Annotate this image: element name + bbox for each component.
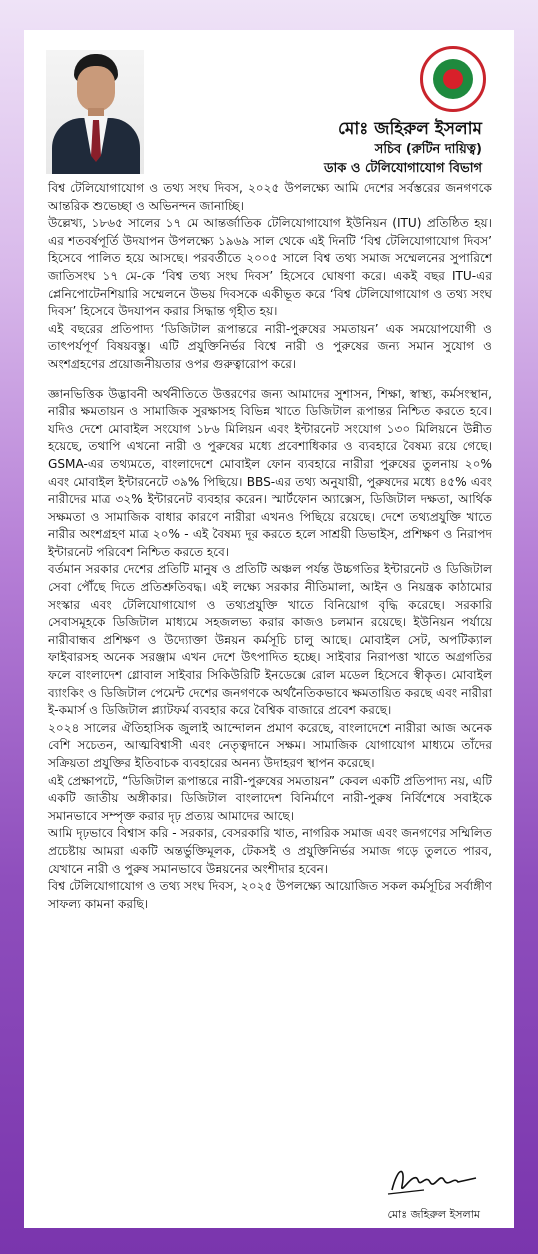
- paragraph: এই বছরের প্রতিপাদ্য ‘ডিজিটাল রূপান্তরে নারী-পুরুষের সমতায়ন’ এক সময়োপযোগী ও তাৎপর্যপূর্ণ বিষয়বস্তু। এটি প্রযুক্তিনির্ভর বিশ্বে নারী ও পুরুষের জন্য সমান সুযোগ ও অংশগ্রহণের প্রয়োজনীয়তার ওপর গুরুত্বারোপ করে।: [48, 321, 492, 371]
- message-card: [24, 30, 514, 1228]
- signatory-name: মোঃ জহিরুল ইসলাম: [338, 119, 482, 139]
- paragraph: উল্লেখ্য, ১৮৬৫ সালের ১৭ মে আন্তর্জাতিক টেলিযোগাযোগ ইউনিয়ন (ITU) প্রতিষ্ঠিত হয়। এর শতবর্ষপূর্তি উদযাপন উপলক্ষ্যে ১৯৬৯ সাল থেকে এই দিনটি ‘বিশ্ব টেলিযোগাযোগ দিবস’ হিসেবে পালিত হয়ে আসছে। পরবর্তীতে ২০০৫ সালে বিশ্ব তথ্য সমাজ সম্মেলনের সুপারিশে জাতিসংঘ ১৭ মে-কে ‘বিশ্ব তথ্য সংঘ দিবস’ হিসেবে ঘোষণা করে। একই বছর ITU-এর প্লেনিপোটেনশিয়ারি সম্মেলনে উভয় দিবসকে একীভূত করে ‘বিশ্ব টেলিযোগাযোগ ও তথ্য সংঘ দিবস’ হিসেবে উদযাপন করার সিদ্ধান্ত গৃহীত হয়।: [48, 216, 492, 319]
- paragraph: বিশ্ব টেলিযোগাযোগ ও তথ্য সংঘ দিবস, ২০২৫ উপলক্ষ্যে আয়োজিত সকল কর্মসূচির সর্বাঙ্গীণ সাফল্য কামনা করছি।: [48, 879, 492, 911]
- paragraph: বিশ্ব টেলিযোগাযোগ ও তথ্য সংঘ দিবস, ২০২৫ উপলক্ষ্যে আমি দেশের সর্বস্তরের জনগণকে আন্তরিক শুভেচ্ছা ও অভিনন্দন জানাচ্ছি।: [48, 181, 492, 213]
- signatory-title: সচিব (রুটিন দায়িত্ব): [374, 142, 482, 157]
- department-name: ডাক ও টেলিযোগাযোগ বিভাগ: [323, 161, 482, 176]
- paragraph: বর্তমান সরকার দেশের প্রতিটি মানুষ ও প্রতিটি অঞ্চল পর্যন্ত উচ্চগতির ইন্টারনেট ও ডিজিটাল সেবা পৌঁছে দিতে প্রতিশ্রুতিবদ্ধ। এই লক্ষ্যে সরকার নীতিমালা, আইন ও নিয়ন্ত্রক কাঠামোর সংস্কার এবং টেলিযোগাযোগ ও তথ্যপ্রযুক্তি খাতে বিনিয়োগ বৃদ্ধি করেছে। সরকারি সেবাসমূহকে ডিজিটাল মাধ্যমে সহজলভ্য করার কাজও চলমান রয়েছে। ইউনিয়ন পর্যায়ে নারীবান্ধব প্রশিক্ষণ ও উদ্যোক্তা উন্নয়ন কর্মসূচি চালু আছে। মোবাইল সেট, অপটিক্যাল ফাইবারসহ অনেক সরঞ্জাম এখন দেশে উৎপাদিত হচ্ছে। সাইবার নিরাপত্তা খাতে অগ্রগতির ফলে বাংলাদেশ গ্লোবাল সাইবার সিকিউরিটি ইনডেক্সে রোল মডেল হিসেবে স্বীকৃত। মোবাইল ব্যাংকিং ও ডিজিটাল পেমেন্ট দেশের জনগণকে অর্থনৈতিকভাবে ক্ষমতায়িত করছে এবং নারীরা ই-কমার্স ও ডিজিটাল প্ল্যাটফর্ম ব্যবহার করে বৈশ্বিক বাজারে প্রবেশ করছে।: [48, 562, 492, 718]
- paragraph: আমি দৃঢ়ভাবে বিশ্বাস করি - সরকার, বেসরকারি খাত, নাগরিক সমাজ এবং জনগণের সম্মিলিত প্রচেষ্টায় আমরা একটি অন্তর্ভুক্তিমূলক, টেকসই ও প্রযুক্তিনির্ভর সমাজ গড়ে তুলতে পারব, যেখানে নারী ও পুরুষ সমানভাবে উন্নয়নের অংশীদার হবেন।: [48, 826, 492, 876]
- message-body: [48, 180, 492, 913]
- government-seal-icon: [420, 46, 486, 112]
- portrait-photo: [46, 50, 144, 174]
- paragraph: জ্ঞানভিত্তিক উদ্ভাবনী অর্থনীতিতে উত্তরণের জন্য আমাদের সুশাসন, শিক্ষা, স্বাস্থ্য, কর্মসংস্থান, নারীর ক্ষমতায়ন ও সামাজিক সুরক্ষাসহ বিভিন্ন খাতে ডিজিটাল রূপান্তর নিশ্চিত করতে হবে। যদিও দেশে মোবাইল সংযোগ ১৮৬ মিলিয়ন এবং ইন্টারনেট সংযোগ ১৩০ মিলিয়নে উন্নীত হয়েছে, তথাপি এখনো নারী ও পুরুষের মধ্যে প্রবেশাধিকার ও ব্যবহারে বৈষম্য রয়ে গেছে। GSMA-এর তথ্যমতে, বাংলাদেশে মোবাইল ফোন ব্যবহারে নারীরা পুরুষের তুলনায় ২০% এবং মোবাইল ইন্টারনেটে ৩৯% পিছিয়ে। BBS-এর তথ্য অনুযায়ী, পুরুষদের মধ্যে ৪৫% এবং নারীদের মাত্র ৩২% ইন্টারনেট ব্যবহার করেন। স্মার্টফোন অ্যাক্সেস, ডিজিটাল দক্ষতা, আর্থিক সক্ষমতা ও সামাজিক বাধার কারণে নারীরা এখনও পিছিয়ে রয়েছে। দেশে তথ্যপ্রযুক্তি খাতে নারীর অংশগ্রহণ মাত্র ২০% - এই বৈষম্য দূর করতে হলে সাশ্রয়ী ডিভাইস, প্রশিক্ষণ ও নিরাপদ ইন্টারনেট পরিবেশ নিশ্চিত করতে হবে।: [48, 386, 492, 559]
- paragraph: এই প্রেক্ষাপটে, “ডিজিটাল রূপান্তরে নারী-পুরুষের সমতায়ন” কেবল একটি প্রতিপাদ্য নয়, এটি একটি জাতীয় অঙ্গীকার। ডিজিটাল বাংলাদেশ বিনির্মাণে নারী-পুরুষ নির্বিশেষে সবাইকে সমানভাবে সম্পৃক্ত করার দৃঢ় প্রত্যয় আমাদের আছে।: [48, 773, 492, 823]
- signer-name: মোঃ জহিরুল ইসলাম: [387, 1208, 480, 1221]
- signatory-header: [324, 118, 482, 178]
- paragraph: ২০২৪ সালের ঐতিহাসিক জুলাই আন্দোলন প্রমাণ করেছে, বাংলাদেশে নারীরা আজ অনেক বেশি সচেতন, আত্মবিশ্বাসী এবং নেতৃত্বদানে সক্ষম। সামাজিক যোগাযোগ মাধ্যমে তাঁদের সক্রিয়তা প্রযুক্তির ইতিবাচক ব্যবহারের অনন্য উদাহরণ স্থাপন করেছে।: [48, 720, 492, 770]
- signature-icon: [384, 1160, 484, 1200]
